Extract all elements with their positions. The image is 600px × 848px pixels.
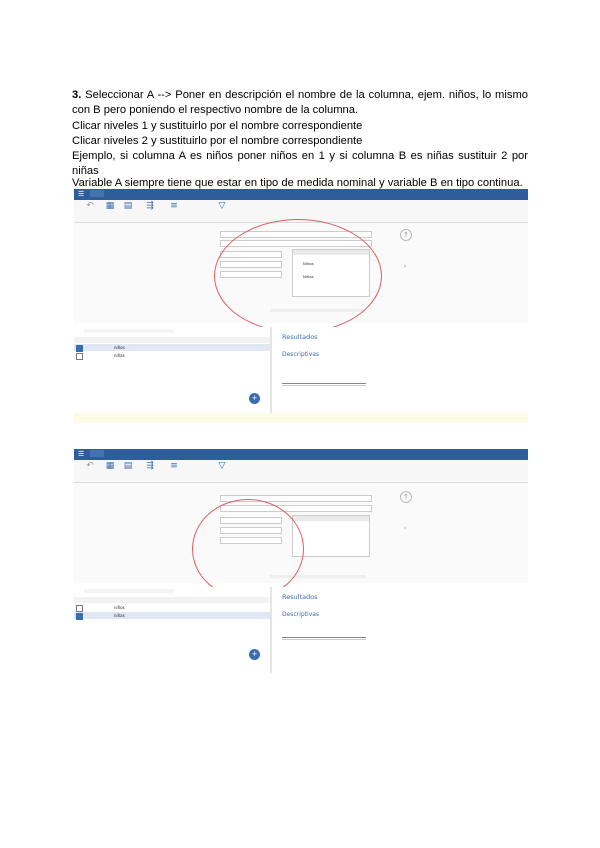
data-panel [74, 587, 272, 673]
table-rule [282, 639, 366, 640]
results-subtitle: Descriptivas [282, 351, 320, 358]
row-2-value: niñas [114, 613, 125, 618]
table-rule [282, 385, 366, 386]
menu-icon[interactable]: ☰ [78, 450, 85, 458]
data-panel [74, 327, 272, 413]
plus-icon[interactable]: + [249, 393, 260, 404]
level-2[interactable]: Niñas [303, 274, 314, 279]
instruction-line-5: Variable A siempre tiene que estar en tipo de medida nominal y variable B en tipo continua. [72, 177, 523, 189]
annotation-ellipse [192, 499, 304, 599]
search-input[interactable] [84, 329, 174, 333]
results-subtitle: Descriptivas [282, 611, 320, 618]
undo-button[interactable]: ↶ [86, 461, 94, 471]
step-line [72, 88, 528, 119]
menu-icon[interactable]: ☰ [78, 190, 85, 198]
table-row-selected[interactable] [74, 344, 270, 351]
checkbox-icon[interactable] [76, 345, 83, 352]
data-header [74, 337, 270, 343]
annotation-ellipse [214, 219, 382, 333]
edit-button[interactable]: ▦ [105, 461, 115, 471]
results-panel [272, 327, 528, 413]
tab-2[interactable] [120, 191, 125, 196]
setup-button[interactable]: ▤ [123, 201, 133, 211]
step-text: Seleccionar A --> Poner en descripción el nombre de la columna, ejem. niños, lo mismo con B pero poniendo el respectivo nombre de la columna. [72, 89, 528, 117]
instruction-line-2: Clicar niveles 1 y sustituirlo por el nombre correspondiente [72, 120, 363, 132]
variables-button[interactable]: ≡ [170, 461, 178, 471]
tab-active[interactable] [90, 190, 104, 197]
up-arrow-icon[interactable]: ↑ [400, 491, 412, 503]
tab-4[interactable] [166, 191, 171, 196]
right-arrow-icon[interactable]: › [403, 524, 407, 532]
ribbon [74, 460, 528, 483]
checkbox-icon[interactable] [76, 353, 83, 360]
transform-button[interactable]: ⇶ [146, 201, 154, 211]
step-number: 3. [72, 89, 82, 101]
setup-button[interactable]: ▤ [123, 461, 133, 471]
row-2-value: niñas [114, 353, 125, 358]
checkbox-icon[interactable] [76, 613, 83, 620]
results-title: Resultados [282, 333, 318, 341]
results-title: Resultados [282, 593, 318, 601]
data-header [74, 597, 270, 603]
level-1[interactable]: Niños [303, 261, 314, 266]
right-arrow-icon[interactable]: › [403, 262, 407, 270]
up-arrow-icon[interactable]: ↑ [400, 229, 412, 241]
instruction-line-3: Clicar niveles 2 y sustituirlo por el nombre correspondiente [72, 135, 363, 147]
table-row-selected[interactable] [74, 612, 270, 619]
status-bar [74, 413, 528, 423]
app-topbar [74, 449, 528, 460]
transform-button[interactable]: ⇶ [146, 461, 154, 471]
screenshot-1 [74, 189, 528, 423]
table-rule [282, 637, 366, 638]
row-1-value: niños [114, 345, 125, 350]
instruction-line-4: Ejemplo, si columna A es niños poner niños en 1 y si columna B es niñas sustituir 2 por niñas [72, 150, 528, 178]
app-topbar [74, 189, 528, 200]
undo-button[interactable]: ↶ [86, 201, 94, 211]
checkbox-icon[interactable] [76, 605, 83, 612]
tab-3[interactable] [144, 191, 149, 196]
edit-button[interactable]: ▦ [105, 201, 115, 211]
row-1-value: niños [114, 605, 125, 610]
tab-4[interactable] [166, 451, 171, 456]
levels-header [293, 516, 369, 521]
plus-icon[interactable]: + [249, 649, 260, 660]
tab-3[interactable] [144, 451, 149, 456]
results-panel [272, 587, 528, 681]
variables-button[interactable]: ≡ [170, 201, 178, 211]
search-input[interactable] [84, 589, 174, 593]
tab-2[interactable] [120, 451, 125, 456]
filter-icon[interactable]: ▽ [218, 201, 226, 211]
table-rule [282, 383, 366, 384]
screenshot-2 [74, 449, 528, 681]
tab-active[interactable] [90, 450, 104, 457]
instruction-paragraph [72, 88, 528, 119]
filter-icon[interactable]: ▽ [218, 461, 226, 471]
